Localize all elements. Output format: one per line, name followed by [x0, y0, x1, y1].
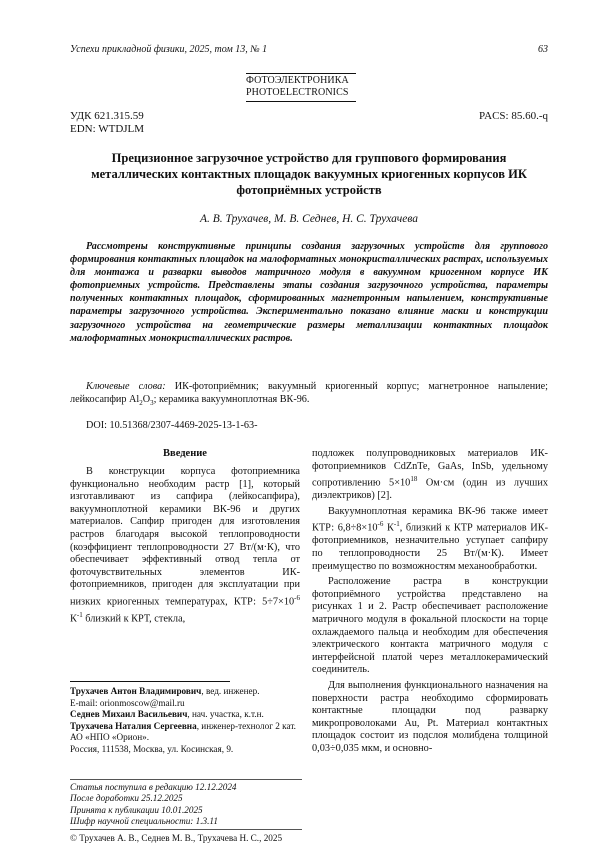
- author-info: Трухачев Антон Владимирович, вед. инженер. E-mail: orionmoscow@mail.ru Седнев Михаил Васильевич, нач. участка, к.т.н. Трухачева Наталия Сергеевна, инженер-технолог 2 кат. АО «НПО «Орион». Россия, 111538, Москва, ул. Косинская, 9.: [70, 686, 302, 756]
- keywords: Ключевые слова: ИК-фотоприёмник; вакуумный криогенный корпус; магнетронное напыление; лейкосапфир Al2O3; керамика вакуумноплотная ВК-96.: [70, 380, 548, 410]
- submission-dates: Статья поступила в редакцию 12.12.2024 После доработки 25.12.2025 Принята к публикации 10.01.2025 Шифр научной специальности: 1.3.11: [70, 782, 302, 828]
- copyright: © Трухачев А. В., Седнев М. В., Трухачева Н. С., 2025: [70, 833, 302, 843]
- section-rubric: [246, 72, 356, 102]
- journal-name: Успехи прикладной физики, 2025, том 13, № 1: [70, 44, 267, 55]
- rubric-top-rule: [246, 73, 356, 74]
- keywords-label: Ключевые слова:: [86, 381, 166, 392]
- rubric-en: PHOTOELECTRONICS: [246, 87, 356, 99]
- running-header: [70, 44, 548, 55]
- footnote-rule: [70, 681, 230, 682]
- right-paragraph-2: Вакуумноплотная керамика ВК-96 также имеет КТР: 6,8÷8×10-6 К-1, близкий к КТР материалов ИК-фотоприемников, незначительно уступает сапфиру по теплопроводности 25 Вт/(м·К). Имеет преимущество по возможностям механообработки.: [312, 506, 548, 573]
- udk-code: УДК 621.315.59: [70, 110, 144, 123]
- abstract: Рассмотрены конструктивные принципы создания загрузочных устройств для группового формирования контактных площадок на малоформатных монокристаллических растрах, используемых для монтажа и разварки выводов матричного модуля в вакуумном криогенном корпусе ИК фотоприемных устройств. Представлены этапы создания загрузочного устройства, параметры полученных контактных площадок, сформированных магнетронным напылением, конструктивные параметры загрузочного устройства. Экспериментально показано влияние маски и конструкции загрузочного устройства на геометрические размеры металлизации контактных площадок малоформатных монокристаллических растров.: [70, 240, 548, 345]
- journal-page: [0, 0, 600, 849]
- right-paragraph-1: подложек полупроводниковых материалов ИК-фотоприемников CdZnTe, GaAs, InSb, удельному сопротивлению 5×1018 Ом·см (один из лучших диэлектриков) [2].: [312, 448, 548, 503]
- pacs-code: PACS: 85.60.-q: [479, 110, 548, 122]
- article-authors: А. В. Трухачев, М. В. Седнев, Н. С. Трухачева: [70, 213, 548, 225]
- intro-paragraph-1: В конструкции корпуса фотоприемника функционально необходим растр [1], который изготавливают из сапфира (лейкосапфира), вакуумноплотной керамики ВК-96 и других материалов. Сапфир пригоден для изготовления растров благодаря высокой теплопроводности (коэффициент теплопроводности 27 Вт/(м·К), что обеспечивает эффективный отвод тепла от фоточувствительных элементов ИК-фотоприемников, пригоден для эксплуатации при низких криогенных температурах, КТР: 5÷7×10-6 К-1 близкий к КРТ, стекла,: [70, 466, 300, 626]
- right-paragraph-3: Расположение растра в конструкции фотоприёмного устройства представлено на рисунках 1 и 2. Растр обеспечивает расположение матричного модуля в фокальной плоскости на торце охлаждаемого пальца и необходим для обеспечения электрического контакта матричного модуля с интерфейсной платой через металлокерамический соединитель.: [312, 576, 548, 677]
- rubric-ru: ФОТОЭЛЕКТРОНИКА: [246, 75, 356, 87]
- doi: DOI: 10.51368/2307-4469-2025-13-1-63-: [86, 420, 257, 431]
- section-heading-intro: Введение: [70, 448, 300, 459]
- classification-codes: [70, 110, 144, 136]
- article-title: Прецизионное загрузочное устройство для группового формирования металлических контактных площадок вакуумных криогенных корпусов ИК фотоприёмных устройств: [70, 150, 548, 198]
- left-column: [70, 448, 300, 629]
- page-number: 63: [538, 44, 548, 55]
- copyright-rule: [70, 829, 302, 830]
- right-paragraph-4: Для выполнения функционального назначения на поверхности растра необходимо сформировать контактные площадки под разварку микропроволоками Au, Pt. Материал контактных площадок состоит из подслоя молибдена толщиной 0,03÷0,035 мкм, и основно-: [312, 680, 548, 756]
- dates-rule: [70, 779, 302, 780]
- right-column: [312, 448, 548, 759]
- rubric-bottom-rule: [246, 101, 356, 102]
- edn-code: EDN: WTDJLM: [70, 123, 144, 136]
